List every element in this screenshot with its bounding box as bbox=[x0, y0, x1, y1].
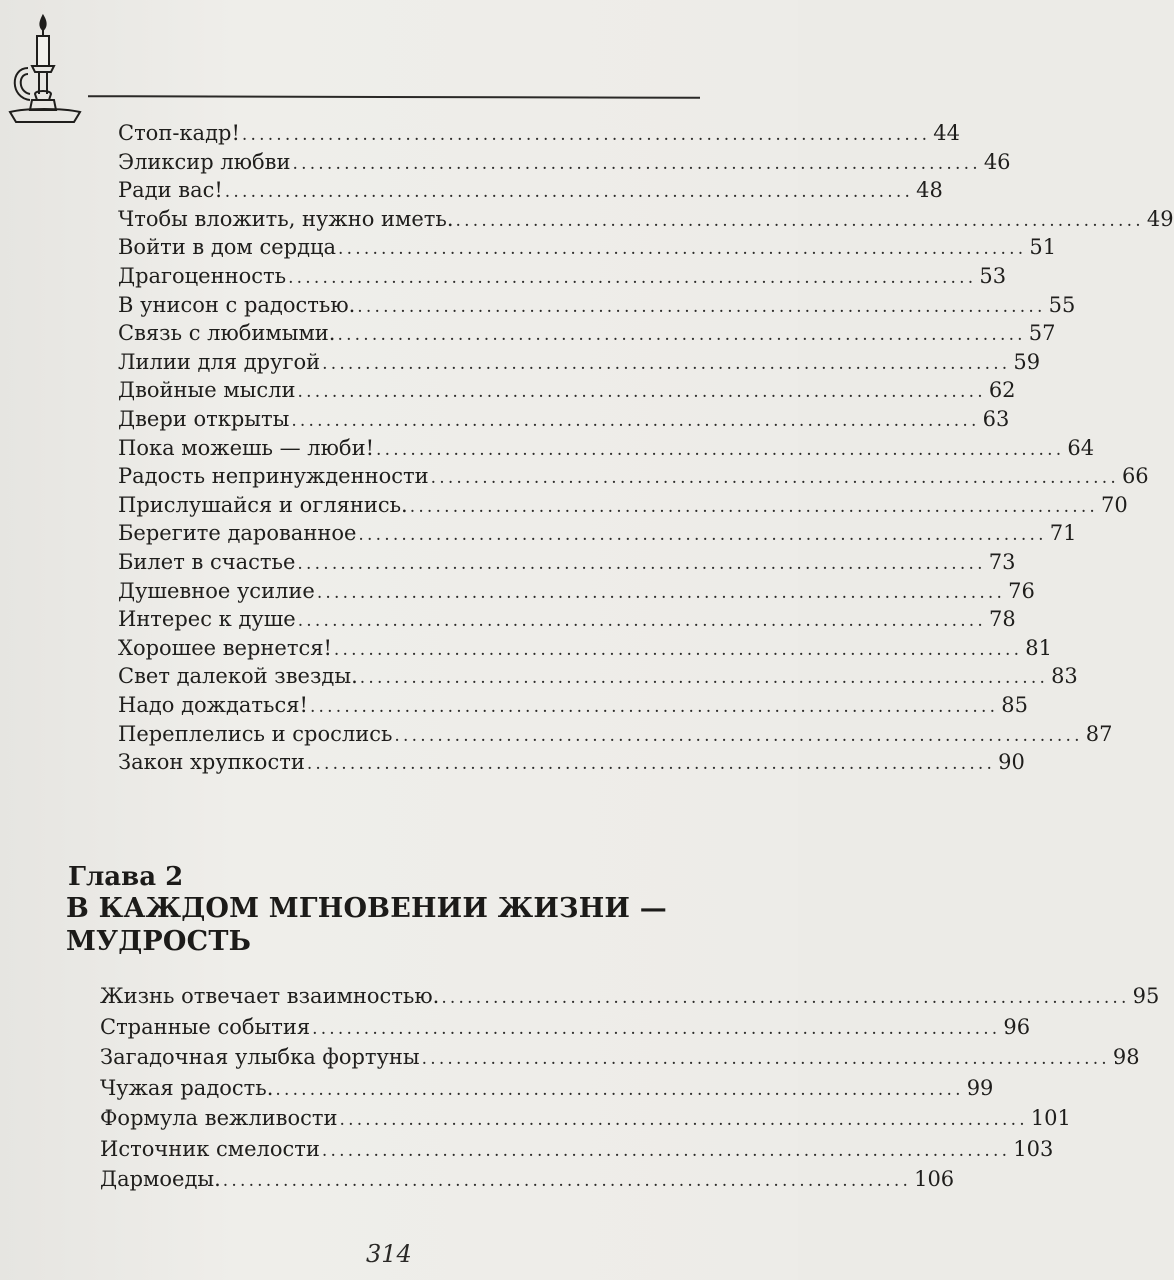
toc-leader-dots: ................................................................................ bbox=[321, 1140, 1011, 1161]
toc-leader-dots: ................................................................................ bbox=[357, 296, 1046, 317]
toc-leader-dots: ................................................................................ bbox=[338, 239, 1027, 260]
toc-entry-page: 106 bbox=[914, 1167, 955, 1191]
toc-entry-page: 49 bbox=[1146, 206, 1174, 231]
toc-entry-title: Войти в дом сердца bbox=[118, 235, 337, 260]
toc-entry-page: 57 bbox=[1028, 321, 1056, 346]
toc-entry-page: 70 bbox=[1101, 492, 1128, 517]
toc-entry-title: Надо дождаться! bbox=[118, 693, 308, 717]
toc-entry-page: 101 bbox=[1030, 1106, 1071, 1130]
toc-entry bbox=[118, 290, 1076, 320]
toc-leader-dots: ................................................................................ bbox=[337, 325, 1026, 346]
toc-entry bbox=[118, 719, 1113, 749]
toc-leader-dots: ................................................................................ bbox=[441, 988, 1130, 1008]
toc-entry bbox=[118, 347, 1041, 377]
toc-entry bbox=[118, 147, 1011, 177]
toc-entry-title: Стоп-кадр! bbox=[118, 121, 240, 145]
toc-entry bbox=[118, 232, 1057, 262]
header-rule bbox=[88, 95, 700, 99]
toc-leader-dots: ................................................................................ bbox=[297, 554, 986, 574]
toc-leader-dots: ................................................................................ bbox=[339, 1110, 1028, 1130]
toc-leader-dots: ................................................................................ bbox=[409, 496, 1099, 517]
toc-entry-page: 95 bbox=[1132, 984, 1160, 1008]
toc-leader-dots: ................................................................................ bbox=[224, 182, 914, 203]
toc-entry-title: Прислушайся и оглянись. bbox=[118, 492, 408, 517]
toc-entry-page: 78 bbox=[989, 607, 1016, 632]
page-number: 314 bbox=[366, 1240, 412, 1268]
toc-entry bbox=[118, 633, 1052, 663]
toc-entry bbox=[118, 690, 1028, 720]
toc-entry-page: 83 bbox=[1051, 664, 1078, 689]
toc-entry-title: Переплелись и срослись bbox=[118, 721, 393, 746]
toc-entry-title: Свет далекой звезды. bbox=[118, 664, 358, 689]
toc-entry-page: 55 bbox=[1048, 292, 1076, 317]
toc-entry-page: 73 bbox=[988, 550, 1016, 574]
toc-entry-page: 87 bbox=[1085, 721, 1113, 746]
toc-leader-dots: ................................................................................ bbox=[394, 725, 1083, 746]
toc-entry bbox=[118, 547, 1016, 577]
toc-entry bbox=[118, 433, 1095, 463]
toc-entry-page: 66 bbox=[1121, 464, 1149, 489]
toc-entry-title: Билет в счастье bbox=[118, 550, 296, 574]
toc-entry-page: 62 bbox=[988, 378, 1016, 403]
toc-entry bbox=[100, 1012, 1031, 1042]
toc-entry-title: Дармоеды. bbox=[100, 1167, 221, 1191]
toc-entry-title: Лилии для другой bbox=[118, 349, 321, 374]
toc-entry-title: Душевное усилие bbox=[118, 578, 315, 603]
toc-entry-title: Двойные мысли bbox=[118, 378, 296, 403]
toc-entry-page: 96 bbox=[1003, 1014, 1031, 1039]
toc-entry-title: Берегите дарованное bbox=[118, 521, 357, 546]
toc-entry-title: Чтобы вложить, нужно иметь. bbox=[118, 206, 454, 231]
toc-entry-title: Хорошее вернется! bbox=[118, 635, 332, 660]
toc-entry bbox=[118, 375, 1016, 405]
toc-entry-page: 76 bbox=[1008, 578, 1035, 603]
toc-leader-dots: ................................................................................ bbox=[312, 1018, 1001, 1039]
toc-entry bbox=[118, 318, 1056, 348]
chapter-title bbox=[66, 892, 706, 958]
toc-entry-title: Закон хрупкости bbox=[118, 750, 305, 775]
toc-leader-dots: ................................................................................ bbox=[430, 468, 1119, 489]
toc-entry bbox=[118, 461, 1149, 491]
toc-entry-page: 59 bbox=[1013, 349, 1041, 374]
toc-entry bbox=[100, 1164, 955, 1194]
toc-entry bbox=[118, 604, 1016, 634]
toc-entry-title: Ради вас! bbox=[118, 178, 223, 203]
toc-entry-page: 71 bbox=[1049, 521, 1077, 546]
toc-leader-dots: ................................................................................ bbox=[291, 411, 980, 431]
toc-entry bbox=[118, 204, 1174, 234]
toc-entry-title: Двери открыты bbox=[118, 407, 290, 431]
toc-leader-dots: ................................................................................ bbox=[455, 210, 1144, 231]
toc-entry-title: Источник смелости bbox=[100, 1136, 320, 1161]
toc-entry-title: Жизнь отвечает взаимностью. bbox=[100, 984, 440, 1008]
toc-entry-page: 53 bbox=[979, 264, 1007, 288]
toc-entry-title: Формула вежливости bbox=[100, 1106, 338, 1130]
toc-entry bbox=[118, 404, 1010, 434]
toc-leader-dots: ................................................................................ bbox=[359, 668, 1049, 689]
toc-entry bbox=[118, 175, 943, 205]
toc-entry-page: 98 bbox=[1112, 1045, 1140, 1069]
toc-leader-dots: ................................................................................ bbox=[333, 639, 1023, 660]
chapter-label: Глава 2 bbox=[68, 862, 184, 892]
toc-entry-page: 44 bbox=[933, 121, 960, 145]
toc-entry-title: Эликсир любви bbox=[118, 149, 291, 174]
toc-entry-title: Драгоценность bbox=[118, 264, 287, 288]
toc-leader-dots: ................................................................................ bbox=[288, 268, 977, 288]
toc-leader-dots: ................................................................................ bbox=[309, 697, 999, 717]
toc-leader-dots: ................................................................................ bbox=[297, 382, 986, 403]
toc-entry bbox=[118, 261, 1007, 291]
toc-entry bbox=[118, 661, 1078, 691]
chapter-title-line1: В КАЖДОМ МГНОВЕНИИ ЖИЗНИ — bbox=[66, 893, 667, 924]
toc-entry-page: 99 bbox=[966, 1075, 994, 1100]
toc-leader-dots: ................................................................................ bbox=[292, 153, 981, 174]
toc-entry-title: Чужая радость. bbox=[100, 1075, 274, 1100]
toc-entry bbox=[100, 1073, 994, 1103]
toc-entry-title: Радость непринужденности bbox=[118, 464, 429, 489]
toc-entry-title: Интерес к душе bbox=[118, 607, 296, 632]
toc-entry-page: 63 bbox=[982, 407, 1010, 431]
toc-entry-page: 64 bbox=[1067, 435, 1095, 460]
toc-leader-dots: ................................................................................ bbox=[241, 125, 931, 145]
toc-entry-title: Связь с любимыми. bbox=[118, 321, 336, 346]
chapter-title-line2: МУДРОСТЬ bbox=[66, 926, 252, 957]
toc-entry bbox=[118, 118, 960, 148]
toc-leader-dots: ................................................................................ bbox=[297, 611, 987, 632]
toc-entry-page: 51 bbox=[1029, 235, 1057, 260]
toc-leader-dots: ................................................................................ bbox=[316, 582, 1006, 603]
candlestick-icon bbox=[6, 8, 84, 128]
toc-entry-title: Загадочная улыбка фортуны bbox=[100, 1045, 420, 1069]
toc-leader-dots: ................................................................................ bbox=[322, 353, 1011, 374]
toc-entry-page: 48 bbox=[916, 178, 943, 203]
toc-entry bbox=[100, 1103, 1071, 1133]
toc-entry-page: 103 bbox=[1013, 1136, 1054, 1161]
toc-entry-title: Пока можешь — люби! bbox=[118, 435, 375, 460]
toc-entry bbox=[100, 981, 1160, 1011]
toc-entry-page: 46 bbox=[983, 149, 1011, 174]
toc-entry bbox=[118, 490, 1128, 520]
toc-entry-page: 85 bbox=[1001, 693, 1028, 717]
toc-leader-dots: ................................................................................ bbox=[222, 1171, 912, 1191]
toc-entry-page: 81 bbox=[1025, 635, 1052, 660]
toc-entry bbox=[118, 518, 1077, 548]
toc-leader-dots: ................................................................................ bbox=[421, 1049, 1110, 1069]
toc-entry-page: 90 bbox=[998, 750, 1025, 775]
toc-entry-title: Странные события bbox=[100, 1014, 311, 1039]
toc-leader-dots: ................................................................................ bbox=[358, 525, 1047, 546]
toc-entry bbox=[100, 1134, 1054, 1164]
toc-entry bbox=[100, 1042, 1140, 1072]
toc-leader-dots: ................................................................................ bbox=[306, 754, 996, 775]
toc-entry-title: В унисон с радостью. bbox=[118, 292, 356, 317]
toc-leader-dots: ................................................................................ bbox=[376, 439, 1065, 460]
toc-entry bbox=[118, 747, 1025, 777]
toc-entry bbox=[118, 576, 1035, 606]
toc-leader-dots: ................................................................................ bbox=[275, 1079, 964, 1100]
